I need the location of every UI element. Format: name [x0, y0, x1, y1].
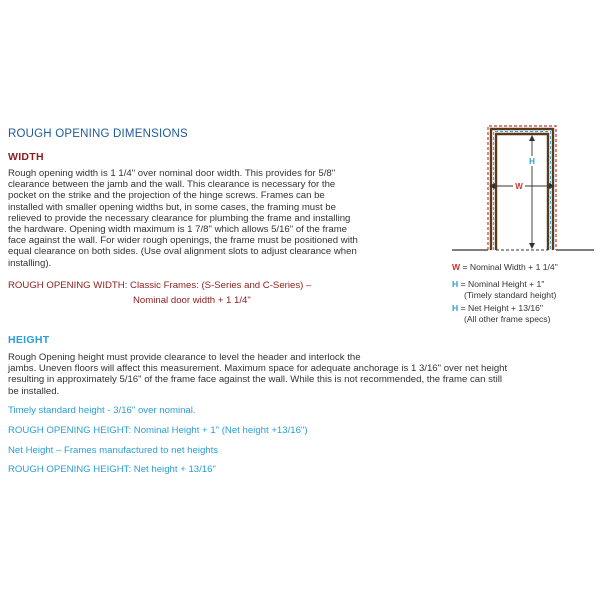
width-line: installed with smaller opening widths but, in some cases, the framing must be [8, 201, 336, 213]
width-line: pocket on the strike and the projection of the hinge screws. Frames can be [8, 190, 325, 202]
legend-h1-sub: (Timely standard height) [464, 289, 557, 300]
timely-standard-height: Timely standard height - 3/16" over nominal. [8, 405, 196, 416]
legend-h2-sub: (All other frame specs) [464, 313, 551, 324]
width-paragraph [8, 168, 416, 269]
legend-w-text: = Nominal Width + 1 1/4" [462, 262, 558, 272]
height-paragraph [8, 352, 590, 397]
rough-opening-width-line2: Nominal door width + 1 1/4" [133, 295, 251, 306]
legend-h1-text: = Nominal Height + 1" [460, 279, 545, 289]
height-heading: HEIGHT [8, 334, 50, 346]
legend-h2-key: H [452, 303, 459, 313]
rough-opening-width-line1: ROUGH OPENING WIDTH: Classic Frames: (S-Series and C-Series) – [8, 280, 312, 291]
width-line: installing). [8, 257, 52, 269]
net-height-note: Net Height – Frames manufactured to net heights [8, 445, 219, 456]
width-line: face against the wall. For wider rough openings, the frame must be positioned with [8, 235, 358, 247]
legend-width [452, 262, 558, 273]
legend-height-nominal [452, 279, 556, 300]
legend-h1-key: H [452, 279, 459, 289]
height-line: be installed. [8, 385, 60, 397]
rough-opening-height-nominal: ROUGH OPENING HEIGHT: Nominal Height + 1" (Net height +13/16") [8, 425, 308, 436]
width-line: Rough opening width is 1 1/4" over nominal door width. This provides for 5/8" [8, 168, 336, 179]
door-frame-diagram [448, 118, 598, 258]
width-line: equal clearance on both sides. (Use oval alignment slots to adjust clearance when [8, 246, 357, 258]
height-line: resulting in approximately 5/16" of the frame face against the wall. While this is not recommended, the frame can still [8, 374, 502, 386]
width-line: relieved to provide the necessary clearance for plumbing the frame and installing [8, 212, 351, 224]
height-dimension-arrow [529, 135, 535, 249]
rough-opening-height-net: ROUGH OPENING HEIGHT: Net height + 13/16" [8, 464, 216, 475]
legend-w-key: W [452, 262, 461, 272]
frame-inner [496, 134, 548, 250]
page-title: ROUGH OPENING DIMENSIONS [8, 128, 188, 140]
diagram-w-label: W [515, 182, 523, 191]
legend-h2-text: = Net Height + 13/16" [460, 303, 543, 313]
height-line: Rough Opening height must provide clearance to level the header and interlock the [8, 352, 361, 363]
width-heading: WIDTH [8, 151, 44, 163]
legend-height-net [452, 303, 550, 324]
width-line: the hardware. Opening width maximum is 1 7/8" which allows 5/16" of the frame [8, 224, 348, 236]
height-line: jambs. Uneven floors will affect this measurement. Maximum space for adequate anchorage is 1 3/16" over net height [8, 363, 508, 375]
diagram-h-label: H [529, 157, 535, 166]
width-line: clearance between the jamb and the wall. This clearance is necessary for the [8, 179, 336, 191]
